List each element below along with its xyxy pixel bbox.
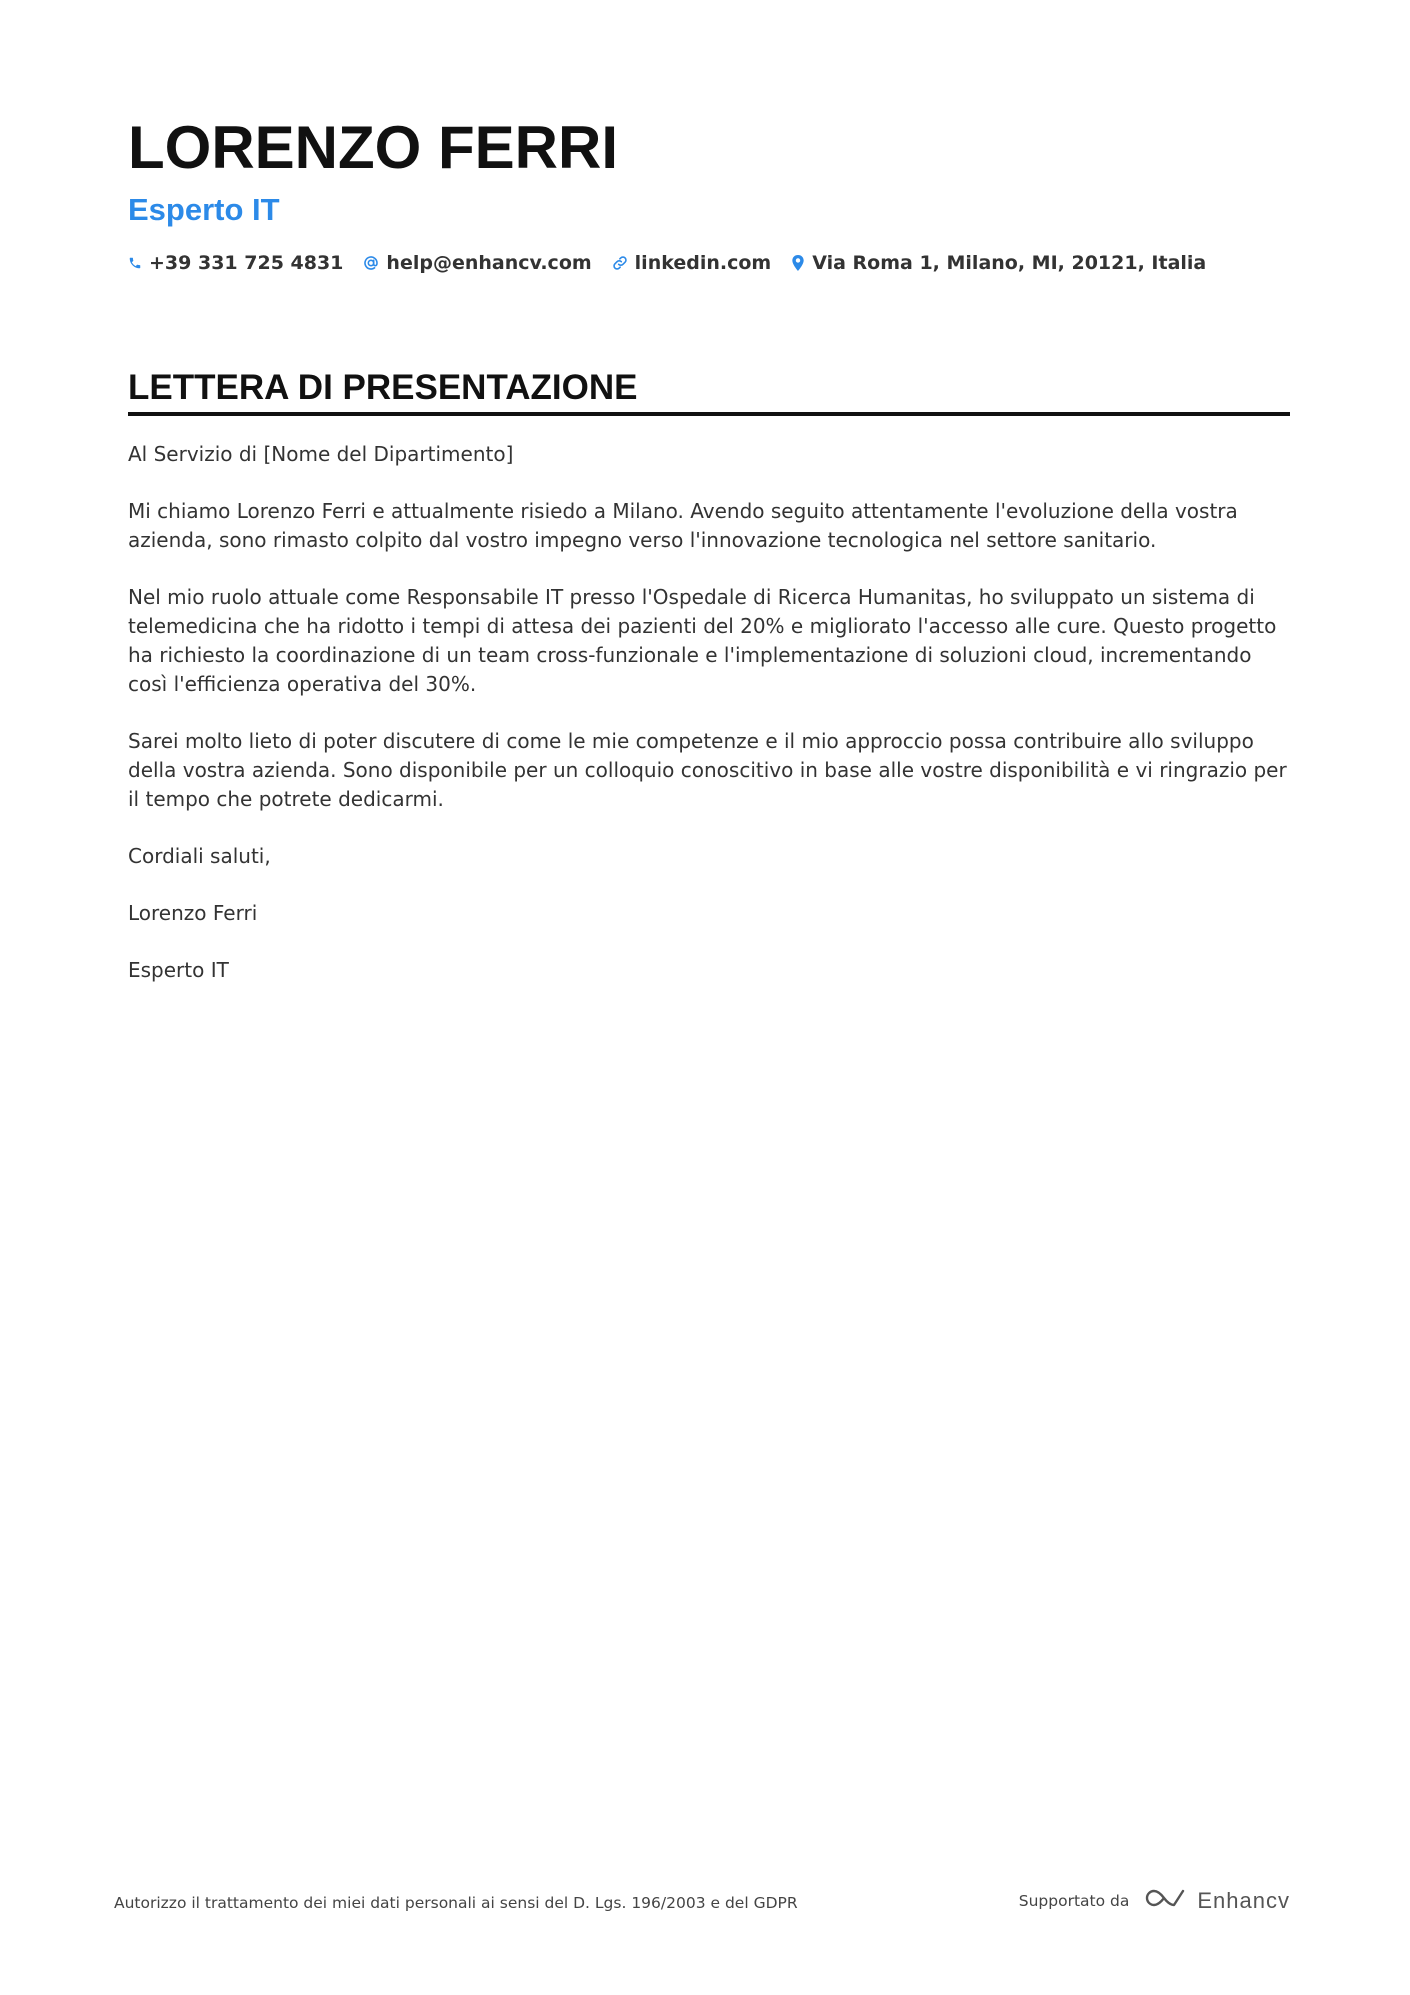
link-icon — [612, 255, 628, 271]
address-text: Via Roma 1, Milano, MI, 20121, Italia — [812, 252, 1207, 274]
candidate-title: Esperto IT — [128, 192, 280, 227]
at-icon — [363, 255, 379, 271]
contact-bar — [128, 252, 1206, 274]
phone-icon — [128, 256, 142, 270]
letter-paragraph: Nel mio ruolo attuale come Responsabile IT presso l'Ospedale di Ricerca Humanitas, ho sviluppato un sistema di telemedicina che ha ridotto i tempi di attesa dei pazienti del 20% e migliorato l'accesso alle cure. Questo progetto ha richiesto la coordinazione di un team cross-funzionale e l'implementazione di soluzioni cloud, incrementando così l'efficienza operativa del 30%. — [128, 585, 1277, 696]
phone-number: +39 331 725 4831 — [149, 252, 344, 274]
letter-paragraph: Sarei molto lieto di poter discutere di come le mie competenze e il mio approccio possa contribuire allo sviluppo della vostra azienda. Sono disponibile per un colloquio conoscitivo in base alle vostre disponibilità e vi ringrazio per il tempo che potrete dedicarmi. — [128, 729, 1287, 811]
section-heading: LETTERA DI PRESENTAZIONE — [128, 366, 1290, 416]
contact-link[interactable] — [612, 252, 772, 274]
powered-by-label: Supportato da — [1018, 1892, 1130, 1910]
letter-closing: Cordiali saluti, — [128, 844, 271, 868]
letter-paragraph: Mi chiamo Lorenzo Ferri e attualmente risiedo a Milano. Avendo seguito attentamente l'evoluzione della vostra azienda, sono rimasto colpito dal vostro impegno verso l'innovazione tecnologica nel settore sanitario. — [128, 499, 1238, 552]
infinity-logo-icon — [1141, 1886, 1187, 1916]
email-address[interactable]: help@enhancv.com — [386, 252, 592, 274]
contact-phone — [128, 252, 343, 274]
candidate-name: LORENZO FERRI — [128, 114, 618, 181]
location-pin-icon — [791, 255, 805, 271]
signature-name: Lorenzo Ferri — [128, 901, 258, 925]
letter-salutation: Al Servizio di [Nome del Dipartimento] — [128, 442, 514, 466]
contact-email[interactable] — [363, 252, 591, 274]
letter-body — [128, 440, 1290, 1013]
signature-title: Esperto IT — [128, 958, 229, 982]
brand-name: Enhancv — [1197, 1888, 1290, 1913]
linkedin-link[interactable]: linkedin.com — [634, 252, 772, 274]
contact-address — [791, 252, 1206, 274]
brand-logo[interactable] — [1141, 1886, 1290, 1916]
privacy-notice: Autorizzo il trattamento dei miei dati personali ai sensi del D. Lgs. 196/2003 e del GDPR — [114, 1894, 798, 1912]
powered-by[interactable] — [1019, 1886, 1290, 1916]
